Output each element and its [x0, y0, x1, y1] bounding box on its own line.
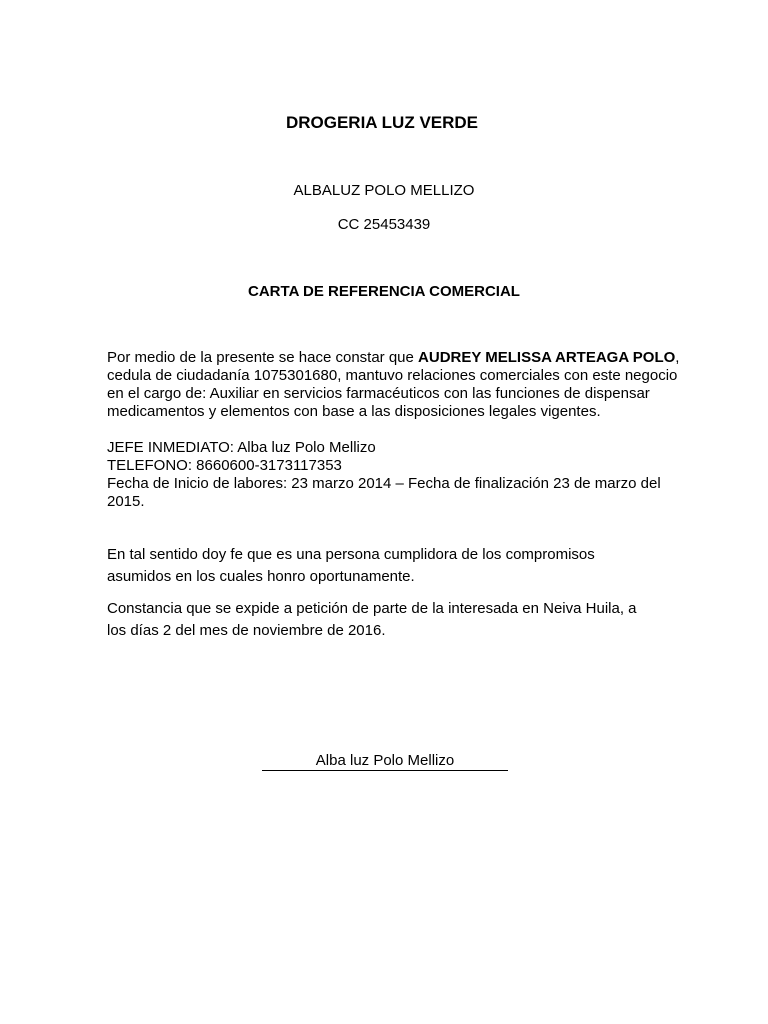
dates-line-continued: 2015. — [107, 493, 145, 510]
paragraph-line: En tal sentido doy fe que es una persona cumplidora de los compromisos — [107, 546, 595, 563]
document-heading: CARTA DE REFERENCIA COMERCIAL — [248, 283, 520, 300]
supervisor-line: JEFE INMEDIATO: Alba luz Polo Mellizo — [107, 439, 376, 456]
phone-line: TELEFONO: 8660600-3173117353 — [107, 457, 342, 474]
attestation-paragraph — [107, 544, 707, 588]
paragraph-line: los días 2 del mes de noviembre de 2016. — [107, 622, 386, 639]
paragraph-line: Constancia que se expide a petición de parte de la interesada en Neiva Huila, a — [107, 600, 637, 617]
dates-line: Fecha de Inicio de labores: 23 marzo 2014 – Fecha de finalización 23 de marzo del — [107, 475, 661, 492]
signature-line: Alba luz Polo Mellizo — [262, 752, 508, 771]
reference-paragraph — [107, 349, 707, 421]
company-title: DROGERIA LUZ VERDE — [285, 113, 479, 132]
paragraph-line: cedula de ciudadanía 1075301680, mantuvo relaciones comerciales con este negocio — [107, 367, 678, 384]
paragraph-line: en el cargo de: Auxiliar en servicios farmacéuticos con las funciones de dispensar — [107, 385, 650, 402]
comma-text: , — [675, 349, 680, 366]
paragraph-line: asumidos en los cuales honro oportunamente. — [107, 568, 415, 585]
employment-details — [107, 439, 707, 511]
paragraph-line: medicamentos y elementos con base a las disposiciones legales vigentes. — [107, 403, 601, 420]
issuance-paragraph — [107, 598, 707, 642]
owner-id-number: CC 25453439 — [337, 216, 431, 233]
owner-name: ALBALUZ POLO MELLIZO — [293, 182, 475, 199]
intro-text: Por medio de la presente se hace constar que — [107, 349, 419, 366]
paragraph-line — [107, 349, 707, 367]
subject-name: AUDREY MELISSA ARTEAGA POLO — [418, 349, 676, 366]
